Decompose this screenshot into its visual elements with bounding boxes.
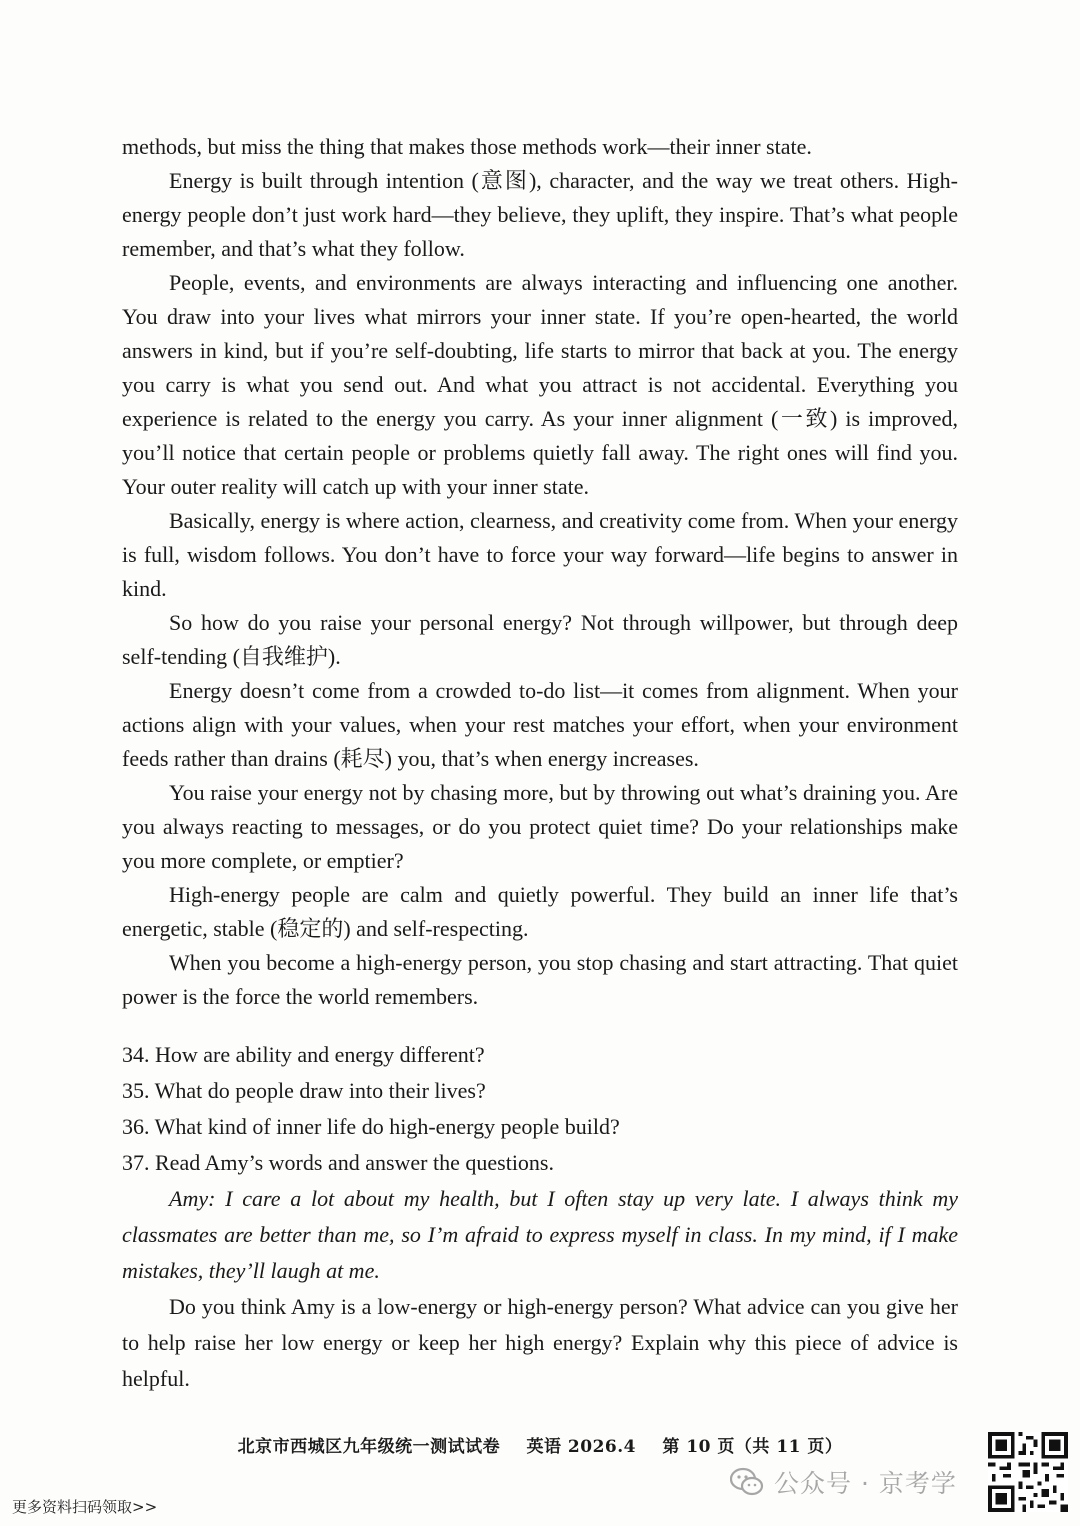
passage-paragraph: So how do you raise your personal energy? Not through willpower, but through deep self-tending (自我维护). [122, 610, 958, 669]
reading-passage [122, 130, 958, 1014]
question-34: 34. How are ability and energy different? [122, 1042, 485, 1067]
watermark-text: 公众号 · 京考学 [774, 1469, 957, 1498]
passage-paragraph: High-energy people are calm and quietly powerful. They build an inner life that’s energetic, stable (稳定的) and self-respecting. [122, 882, 958, 941]
passage-paragraph: People, events, and environments are always interacting and influencing one another. You draw into your lives what mirrors your inner state. If you’re open-hearted, the world answers in kind, but if you’re self-doubting, life starts to mirror that back at you. The energy you carry is what you send out. And what you attract is not accidental. Everything you experience is related to the energy you carry. As your inner alignment (一致) is improved, you’ll notice that certain people or problems quietly fall away. The right ones will find you. Your outer reality will catch up with your inner state. [122, 270, 958, 499]
passage-paragraph: Energy doesn’t come from a crowded to-do list—it comes from alignment. When your actions align with your values, when your rest matches your effort, when your environment feeds rather than drains (耗尽) you, that’s when energy increases. [122, 678, 958, 771]
account-watermark [730, 1462, 957, 1502]
page-footer [0, 1432, 1080, 1457]
subject-label: 英语 2026.4 [526, 1437, 636, 1457]
passage-paragraph: methods, but miss the thing that makes those methods work—their inner state. [122, 134, 812, 159]
question-36: 36. What kind of inner life do high-energy people build? [122, 1114, 620, 1139]
qr-code-icon[interactable] [988, 1432, 1068, 1512]
amy-quote: Amy: I care a lot about my health, but I often stay up very late. I always think my classmates are better than me, so I’m afraid to express myself in class. In my mind, if I make mistakes, they’ll laugh at me. [122, 1186, 958, 1283]
question-37: 37. Read Amy’s words and answer the questions. [122, 1150, 554, 1175]
exam-title: 北京市西城区九年级统一测试试卷 [237, 1437, 501, 1457]
passage-paragraph: Basically, energy is where action, clearness, and creativity come from. When your energy is full, wisdom follows. You don’t have to force your way forward—life begins to answer in kind. [122, 508, 958, 601]
passage-paragraph: When you become a high-energy person, you stop chasing and start attracting. That quiet power is the force the world remembers. [122, 950, 958, 1009]
passage-paragraph: Energy is built through intention (意图), character, and the way we treat others. High-energy people don’t just work hard—they believe, they uplift, they inspire. That’s what people remember, and that’s what they follow. [122, 168, 958, 261]
question-37-prompt: Do you think Amy is a low-energy or high-energy person? What advice can you give her to help raise her low energy or keep her high energy? Explain why this piece of advice is helpful. [122, 1294, 958, 1391]
question-list [122, 1037, 958, 1397]
page-number: 第 10 页（共 11 页） [662, 1437, 843, 1457]
scan-note: 更多资料扫码领取>> [12, 1498, 158, 1516]
wechat-icon [730, 1467, 764, 1497]
question-35: 35. What do people draw into their lives? [122, 1078, 486, 1103]
passage-paragraph: You raise your energy not by chasing more, but by throwing out what’s draining you. Are you always reacting to messages, or do you protect quiet time? Do your relationships make you more complete, or emptier? [122, 780, 958, 873]
